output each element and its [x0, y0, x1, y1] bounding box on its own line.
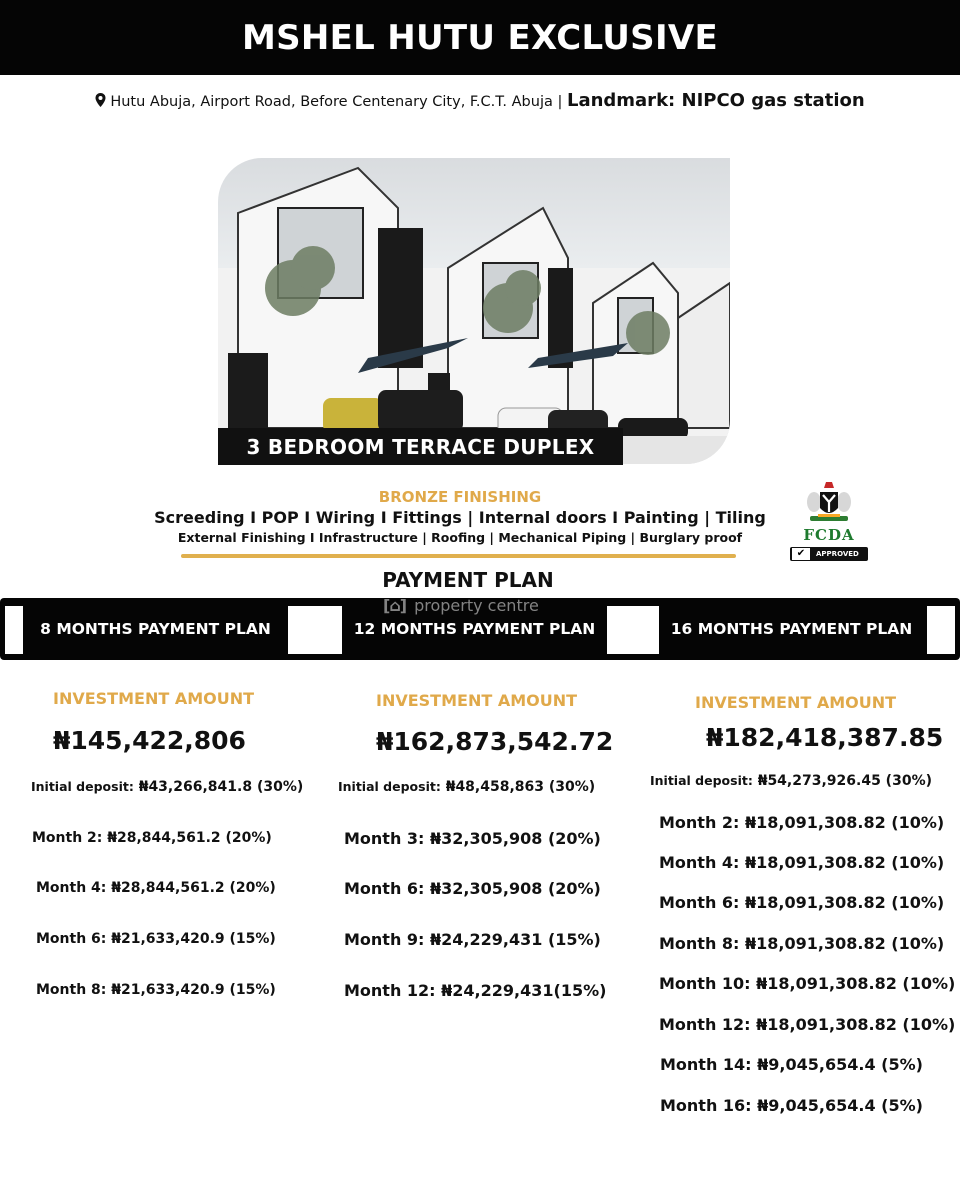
investment-label: INVESTMENT AMOUNT — [376, 691, 578, 710]
approved-badge — [790, 547, 868, 561]
finishing-items-secondary: External Finishing I Infrastructure | Roofing | Mechanical Piping | Burglary proof — [177, 530, 743, 545]
landmark-text: Landmark: NIPCO gas station — [566, 90, 865, 111]
installment-row: Month 2: ₦18,091,308.82 (10%) — [659, 813, 945, 832]
page-title: MSHEL HUTU EXCLUSIVE — [241, 17, 719, 58]
header-bar — [0, 0, 960, 75]
installment-row: Month 8: ₦18,091,308.82 (10%) — [659, 934, 945, 953]
investment-amount: ₦162,873,542.72 — [376, 727, 614, 756]
investment-label: INVESTMENT AMOUNT — [695, 693, 897, 712]
installment-row: Month 4: ₦28,844,561.2 (20%) — [36, 880, 276, 896]
property-type-label: 3 BEDROOM TERRACE DUPLEX — [218, 428, 623, 465]
installment-row: Month 9: ₦24,229,431 (15%) — [344, 930, 601, 949]
installment-row: Month 16: ₦9,045,654.4 (5%) — [660, 1096, 923, 1115]
decorative-block — [607, 606, 659, 654]
approved-text: APPROVED — [816, 550, 859, 558]
finishing-section — [140, 488, 780, 545]
investment-label: INVESTMENT AMOUNT — [53, 689, 255, 708]
finishing-title: BRONZE FINISHING — [378, 488, 542, 506]
tab-8-months: 8 MONTHS PAYMENT PLAN — [40, 620, 271, 638]
checkmark-icon: ✔ — [792, 548, 810, 560]
tab-12-months: 12 MONTHS PAYMENT PLAN — [353, 620, 596, 638]
finishing-items-primary: Screeding I POP I Wiring I Fittings | Internal doors I Painting | Tiling — [154, 508, 766, 527]
watermark — [383, 596, 539, 615]
payment-plan-title: PAYMENT PLAN — [382, 568, 554, 592]
investment-amount: ₦145,422,806 — [53, 726, 246, 755]
fcda-approval-badge — [788, 480, 870, 564]
decorative-block — [927, 606, 955, 654]
decorative-block — [5, 606, 23, 654]
installment-row: Month 14: ₦9,045,654.4 (5%) — [660, 1055, 923, 1074]
installment-row: Month 10: ₦18,091,308.82 (10%) — [659, 974, 956, 993]
installment-row: Month 12: ₦24,229,431(15%) — [344, 981, 607, 1000]
initial-deposit: Initial deposit: ₦54,273,926.45 (30%) — [650, 773, 932, 789]
installment-row: Month 6: ₦18,091,308.82 (10%) — [659, 893, 945, 912]
decorative-block — [288, 606, 342, 654]
address-text: Hutu Abuja, Airport Road, Before Centenary City, F.C.T. Abuja | — [110, 94, 563, 110]
location-line — [0, 90, 960, 111]
map-pin-icon — [95, 93, 106, 107]
installment-row: Month 12: ₦18,091,308.82 (10%) — [659, 1015, 956, 1034]
property-centre-logo-icon: [⌂] — [383, 596, 407, 615]
fcda-text: FCDA — [803, 526, 855, 544]
installment-row: Month 4: ₦18,091,308.82 (10%) — [659, 853, 945, 872]
property-image — [218, 158, 730, 464]
tab-16-months: 16 MONTHS PAYMENT PLAN — [670, 620, 913, 638]
installment-row: Month 2: ₦28,844,561.2 (20%) — [32, 830, 272, 846]
investment-amount: ₦182,418,387.85 — [706, 723, 944, 752]
installment-row: Month 8: ₦21,633,420.9 (15%) — [36, 982, 276, 998]
initial-deposit: Initial deposit: ₦48,458,863 (30%) — [338, 779, 596, 795]
divider — [181, 554, 736, 558]
installment-row: Month 6: ₦32,305,908 (20%) — [344, 879, 601, 898]
initial-deposit: Initial deposit: ₦43,266,841.8 (30%) — [31, 779, 304, 795]
installment-row: Month 6: ₦21,633,420.9 (15%) — [36, 931, 276, 947]
watermark-text: property centre — [414, 596, 539, 615]
coat-of-arms-icon — [804, 480, 854, 524]
installment-row: Month 3: ₦32,305,908 (20%) — [344, 829, 601, 848]
